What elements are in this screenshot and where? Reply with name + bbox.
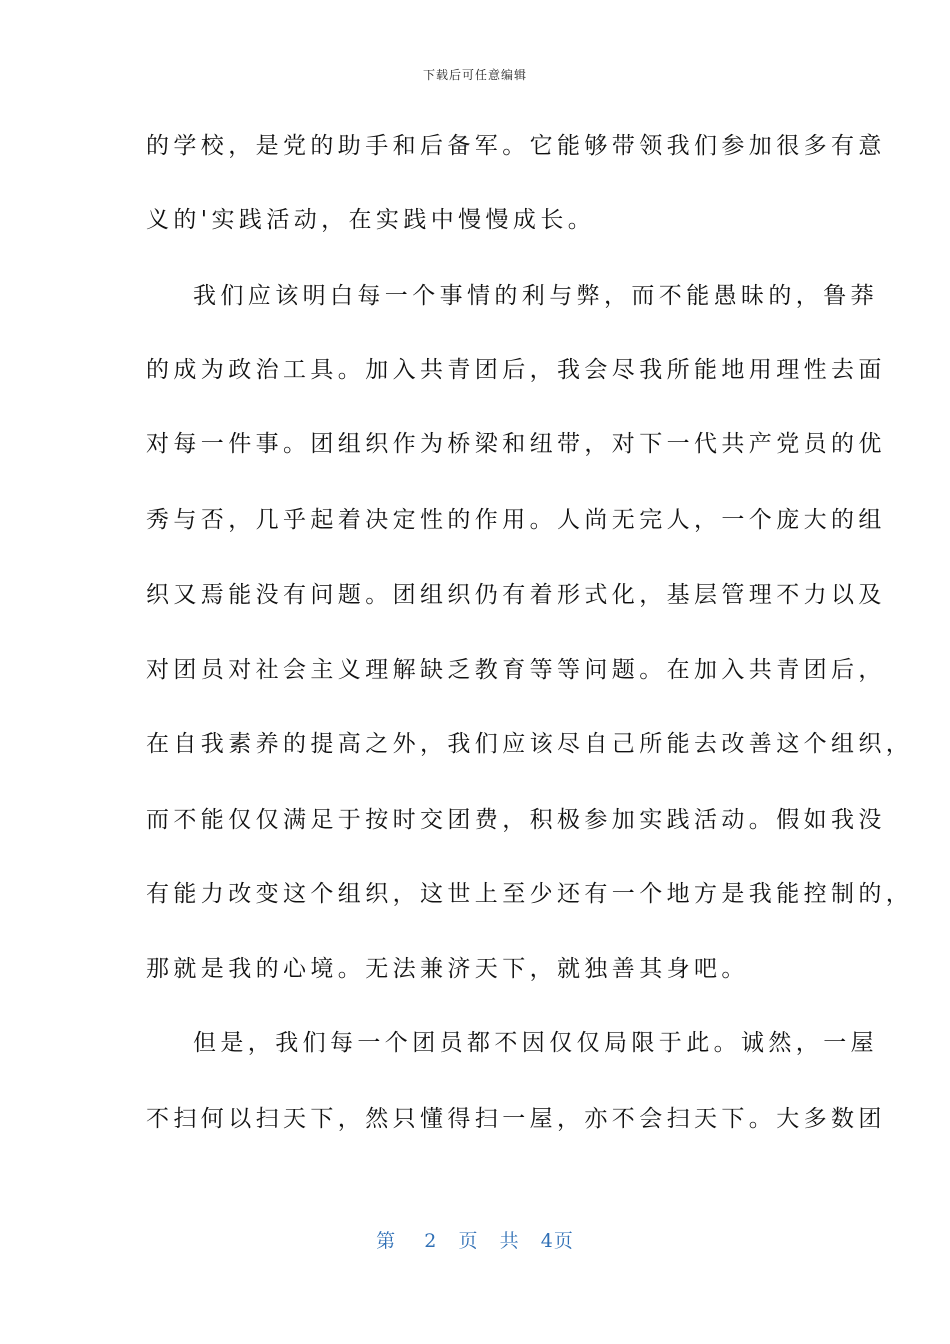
page-footer [0, 1226, 950, 1253]
text-line: 不扫何以扫天下，然只懂得扫一屋，亦不会扫天下。大多数团 [146, 1106, 886, 1132]
text-line: 那就是我的心境。无法兼济天下，就独善其身吧。 [146, 956, 749, 982]
footer-page-mid: 页 [458, 1230, 479, 1252]
paragraph-first-line: 我们应该明白每一个事情的利与弊，而不能愚昧的，鲁莽 [193, 283, 878, 309]
text-line: 在自我素养的提高之外，我们应该尽自己所能去改善这个组织， [146, 731, 914, 757]
footer-page-total: 4页 [540, 1230, 574, 1252]
text-line: 而不能仅仅满足于按时交团费，积极参加实践活动。假如我没 [146, 807, 886, 833]
footer-page-current: 2 [424, 1230, 438, 1252]
footer-total-label: 共 [499, 1230, 520, 1252]
header-text: 下载后可任意编辑 [422, 68, 527, 82]
paragraph-first-line: 但是，我们每一个团员都不因仅仅局限于此。诚然，一屋 [193, 1030, 878, 1056]
text-line: 秀与否，几乎起着决定性的作用。人尚无完人，一个庞大的组 [146, 507, 886, 533]
text-line: 的学校，是党的助手和后备军。它能够带领我们参加很多有意 [146, 133, 886, 159]
footer-page-label: 第 [376, 1230, 397, 1252]
text-line: 对每一件事。团组织作为桥梁和纽带，对下一代共产党员的优 [146, 431, 886, 457]
text-line: 有能力改变这个组织，这世上至少还有一个地方是我能控制的， [146, 881, 914, 907]
text-line: 织又焉能没有问题。团组织仍有着形式化，基层管理不力以及 [146, 582, 886, 608]
text-line: 义的'实践活动，在实践中慢慢成长。 [146, 207, 596, 233]
text-line: 对团员对社会主义理解缺乏教育等等问题。在加入共青团后， [146, 657, 886, 683]
text-line: 的成为政治工具。加入共青团后，我会尽我所能地用理性去面 [146, 357, 886, 383]
